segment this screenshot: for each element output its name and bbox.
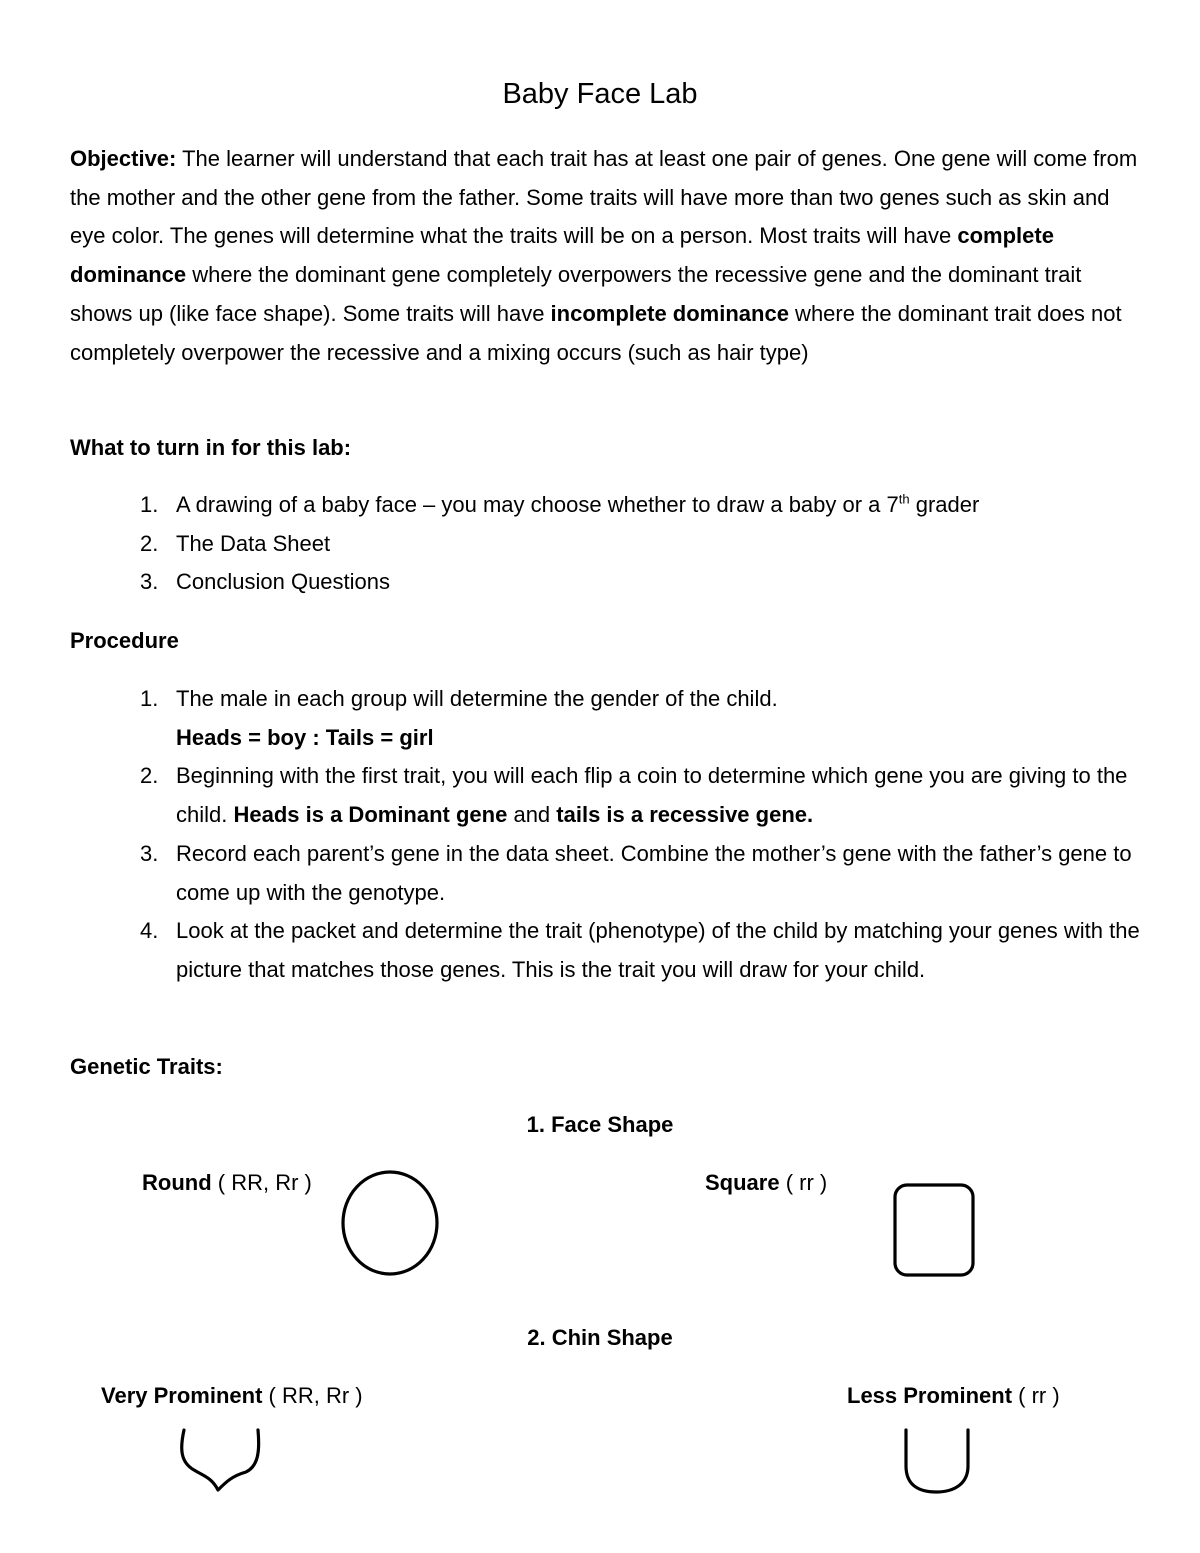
less-prominent-chin-shape [898, 1426, 978, 1498]
round-face-label: Round ( RR, Rr ) [142, 1170, 312, 1195]
list-item: 4. Look at the packet and determine the trait (phenotype) of the child by matching your genes with the picture that matches those genes. This is the trait you will draw for your child. [140, 918, 1140, 982]
round-face-shape [336, 1166, 444, 1280]
less-prominent-chin-label: Less Prominent ( rr ) [847, 1383, 1060, 1408]
heads-tails-rule: Heads = boy : Tails = girl [176, 724, 434, 750]
complete-dominance-term: complete dominance [70, 223, 1054, 288]
turn-in-list [70, 486, 1150, 602]
incomplete-dominance-term: incomplete dominance [550, 300, 789, 326]
face-shape-title: 1. Face Shape [526, 1112, 674, 1137]
square-face-label: Square ( rr ) [705, 1170, 828, 1195]
list-item: 2. Beginning with the first trait, you will each flip a coin to determine which gene you are giving to the child. Heads is a Dominant gene and tails is a recessive gene. [140, 763, 1128, 828]
objective-text-1: The learner will understand that each trait has at least one pair of genes. One gene will come from the mother and the other gene from the father. Some traits will have more than two genes such as skin and eye color. The genes will determine what the traits will be on a person. Most traits will have [70, 146, 1138, 249]
genetic-traits-heading: Genetic Traits: [70, 1054, 223, 1079]
list-item: 3. Conclusion Questions [140, 569, 391, 595]
objective-text-2: where the dominant gene completely overpowers the recessive gene and the dominant trait shows up (like face shape). Some traits will have [70, 262, 1082, 326]
objective-label: Objective: [70, 146, 177, 171]
procedure-list [70, 680, 1150, 990]
list-item: 2. The Data Sheet [140, 530, 331, 556]
very-prominent-chin-shape [174, 1426, 266, 1498]
chin-shape-title: 2. Chin Shape [527, 1325, 673, 1350]
objective-text-3: where the dominant trait does not completely overpower the recessive and a mixing occurs (such as hair type) [70, 300, 1122, 365]
turn-in-heading: What to turn in for this lab: [70, 435, 352, 460]
page-title: Baby Face Lab [502, 78, 698, 110]
procedure-heading: Procedure [70, 628, 179, 653]
objective-paragraph [70, 140, 1140, 372]
square-face-shape [890, 1180, 980, 1280]
list-item: 1. A drawing of a baby face – you may choose whether to draw a baby or a 7th grader [140, 491, 980, 517]
list-item: 3. Record each parent’s gene in the data sheet. Combine the mother’s gene with the father’s gene to come up with the genotype. [140, 840, 1132, 905]
list-item: 1. The male in each group will determine the gender of the child. Heads = boy : Tails = girl [140, 686, 778, 750]
very-prominent-chin-label: Very Prominent ( RR, Rr ) [101, 1383, 363, 1408]
